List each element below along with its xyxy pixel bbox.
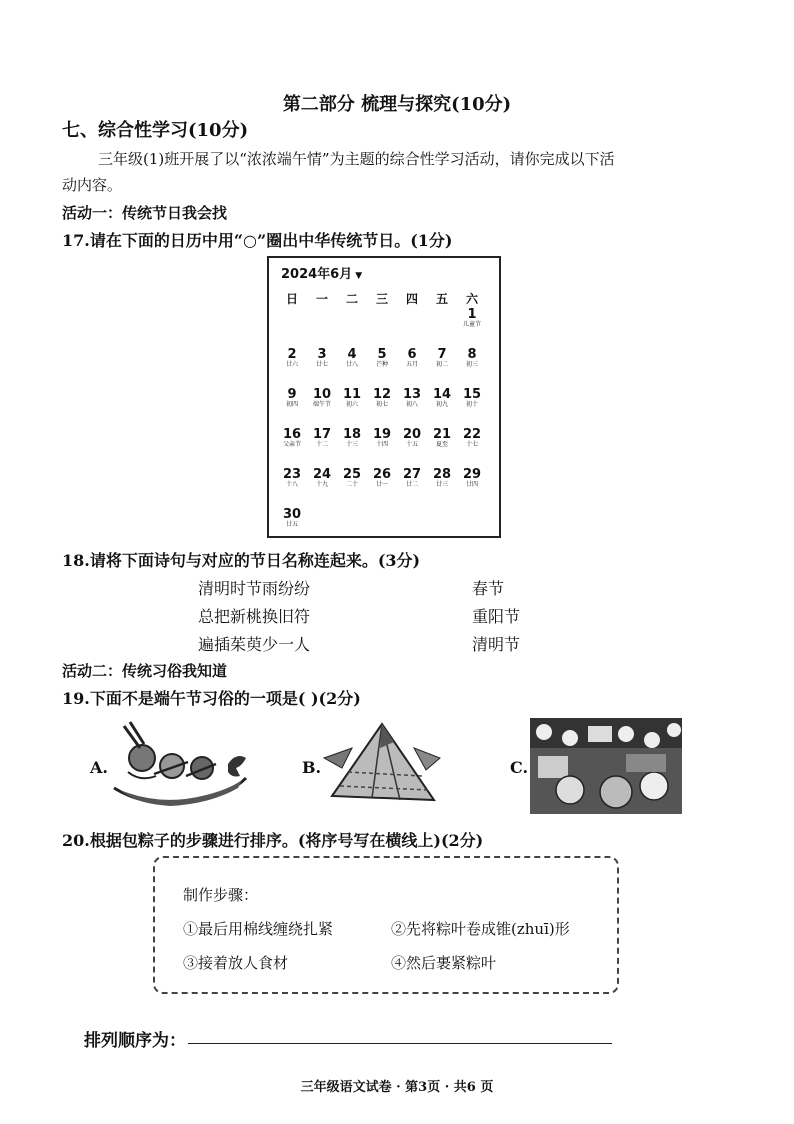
day-number: 14 xyxy=(432,387,452,402)
step-3: ③接着放人食材 xyxy=(183,954,289,972)
calendar-day[interactable] xyxy=(307,388,337,409)
calendar-day[interactable] xyxy=(337,428,367,449)
calendar-day[interactable] xyxy=(367,348,397,369)
day-number: 26 xyxy=(372,467,392,482)
festival-3: 清明节 xyxy=(472,635,521,654)
lunar-label: 初九 xyxy=(435,401,448,408)
weekday-label: 四 xyxy=(405,292,418,306)
question-17: 17.请在下面的日历中用“○”圈出中华传统节日。(1分) xyxy=(62,231,453,250)
calendar-day[interactable] xyxy=(337,468,367,489)
day-number: 6 xyxy=(407,347,417,362)
day-number: 17 xyxy=(312,427,332,442)
day-number: 18 xyxy=(342,427,362,442)
calendar-month: 2024年6月 xyxy=(281,267,353,282)
day-number: 7 xyxy=(437,347,447,362)
calendar-day[interactable] xyxy=(397,468,427,489)
day-number: 11 xyxy=(342,387,362,402)
lunar-label: 二十 xyxy=(345,481,358,488)
day-number: 27 xyxy=(402,467,422,482)
lunar-label: 五月 xyxy=(405,361,418,368)
lunar-label: 十四 xyxy=(375,441,388,448)
calendar-day[interactable] xyxy=(397,388,427,409)
lunar-label: 廿一 xyxy=(375,481,388,488)
day-number: 12 xyxy=(372,387,392,402)
steps-title: 制作步骤： xyxy=(183,886,259,904)
lunar-label: 十九 xyxy=(315,481,328,488)
calendar-day[interactable] xyxy=(277,428,307,449)
calendar[interactable] xyxy=(267,256,501,538)
festival-2: 重阳节 xyxy=(472,607,521,626)
lunar-label: 十五 xyxy=(405,441,418,448)
calendar-day[interactable] xyxy=(457,388,487,409)
lunar-label: 初八 xyxy=(405,401,418,408)
calendar-day[interactable] xyxy=(277,388,307,409)
poem-line-2: 总把新桃换旧符 xyxy=(198,607,311,626)
lunar-label: 初十 xyxy=(465,401,478,408)
lunar-label: 夏至 xyxy=(435,441,448,448)
day-number: 24 xyxy=(312,467,332,482)
weekday-label: 二 xyxy=(345,292,358,306)
lunar-label: 十三 xyxy=(345,441,358,448)
question-20: 20.根据包粽子的步骤进行排序。(将序号写在横线上)(2分) xyxy=(62,831,484,850)
calendar-day[interactable] xyxy=(307,428,337,449)
order-answer-line[interactable] xyxy=(188,1043,612,1044)
festival-1: 春节 xyxy=(472,579,505,598)
lunar-label: 初三 xyxy=(465,361,478,368)
lunar-label: 廿三 xyxy=(435,481,448,488)
day-number: 1 xyxy=(467,307,477,322)
calendar-day[interactable] xyxy=(427,388,457,409)
zongzi-illustration[interactable] xyxy=(322,718,442,814)
calendar-day[interactable] xyxy=(397,428,427,449)
dragon-boat-illustration[interactable] xyxy=(110,718,250,814)
lunar-label: 初六 xyxy=(345,401,358,408)
step-2: ②先将粽叶卷成锥(zhuī)形 xyxy=(391,920,570,938)
weekday-label: 一 xyxy=(315,292,328,306)
activity-two-title: 活动二：传统习俗我知道 xyxy=(62,662,228,680)
intro-line-1: 三年级(1)班开展了以“浓浓端午情”为主题的综合性学习活动，请你完成以下活 xyxy=(98,150,615,168)
calendar-day[interactable] xyxy=(397,348,427,369)
day-number: 15 xyxy=(462,387,482,402)
day-number: 5 xyxy=(377,347,387,362)
calendar-day[interactable] xyxy=(337,348,367,369)
step-1: ①最后用棉线缠绕扎紧 xyxy=(183,920,334,938)
day-number: 23 xyxy=(282,467,302,482)
day-number: 20 xyxy=(402,427,422,442)
lunar-label: 初二 xyxy=(435,361,448,368)
calendar-day[interactable] xyxy=(457,468,487,489)
caret-down-icon[interactable]: ▼ xyxy=(355,271,363,281)
day-number: 21 xyxy=(432,427,452,442)
lunar-label: 廿二 xyxy=(405,481,418,488)
lantern-festival-illustration[interactable] xyxy=(530,718,682,814)
calendar-day[interactable] xyxy=(427,428,457,449)
order-label: 排列顺序为： xyxy=(84,1031,186,1051)
calendar-day[interactable] xyxy=(367,468,397,489)
day-number: 22 xyxy=(462,427,482,442)
calendar-day[interactable] xyxy=(277,508,307,529)
step-4: ④然后裹紧粽叶 xyxy=(391,954,497,972)
lunar-label: 廿八 xyxy=(345,361,358,368)
lunar-label: 廿六 xyxy=(285,361,298,368)
day-number: 28 xyxy=(432,467,452,482)
calendar-day[interactable] xyxy=(367,388,397,409)
question-18: 18.请将下面诗句与对应的节日名称连起来。(3分) xyxy=(62,551,421,570)
lunar-label: 初七 xyxy=(375,401,388,408)
part-title: 第二部分 梳理与探究(10分) xyxy=(282,94,512,115)
option-c-label[interactable]: C. xyxy=(510,758,529,777)
calendar-day[interactable] xyxy=(337,388,367,409)
steps-box xyxy=(153,856,619,994)
calendar-day[interactable] xyxy=(367,428,397,449)
page-footer: 三年级语文试卷 · 第3页 · 共6 页 xyxy=(300,1080,494,1095)
option-b-label[interactable]: B. xyxy=(302,758,322,777)
lunar-label: 十七 xyxy=(465,441,478,448)
poem-line-1: 清明时节雨纷纷 xyxy=(198,579,311,598)
calendar-day[interactable] xyxy=(427,348,457,369)
question-19: 19.下面不是端午节习俗的一项是( )(2分) xyxy=(62,689,361,708)
day-number: 4 xyxy=(347,347,357,362)
weekday-label: 日 xyxy=(285,292,298,306)
lunar-label: 廿四 xyxy=(465,481,478,488)
day-number: 13 xyxy=(402,387,422,402)
weekday-label: 三 xyxy=(375,292,388,306)
calendar-day[interactable] xyxy=(307,468,337,489)
calendar-day[interactable] xyxy=(427,468,457,489)
day-number: 8 xyxy=(467,347,477,362)
day-number: 2 xyxy=(287,347,297,362)
day-number: 10 xyxy=(312,387,332,402)
intro-line-2: 动内容。 xyxy=(62,176,123,194)
lunar-label: 廿七 xyxy=(315,361,328,368)
lunar-label: 儿童节 xyxy=(462,321,481,328)
poem-line-3: 遍插茱萸少一人 xyxy=(198,635,311,654)
calendar-day[interactable] xyxy=(457,348,487,369)
calendar-day[interactable] xyxy=(277,468,307,489)
day-number: 29 xyxy=(462,467,482,482)
section-title: 七、综合性学习(10分) xyxy=(62,120,249,141)
weekday-label: 五 xyxy=(435,292,448,306)
day-number: 19 xyxy=(372,427,392,442)
day-number: 16 xyxy=(282,427,302,442)
calendar-header xyxy=(281,263,362,282)
lunar-label: 廿五 xyxy=(285,521,298,528)
calendar-day[interactable] xyxy=(307,348,337,369)
calendar-day[interactable] xyxy=(457,428,487,449)
activity-one-title: 活动一：传统节日我会找 xyxy=(62,204,228,222)
day-number: 25 xyxy=(342,467,362,482)
lunar-label: 十八 xyxy=(285,481,298,488)
lunar-label: 初四 xyxy=(285,401,298,408)
calendar-day[interactable] xyxy=(457,308,487,329)
option-a-label[interactable]: A. xyxy=(90,758,108,777)
day-number: 9 xyxy=(287,387,297,402)
lunar-label: 端午节 xyxy=(312,401,331,408)
lunar-label: 父亲节 xyxy=(282,441,301,448)
weekday-label: 六 xyxy=(465,292,478,306)
calendar-day[interactable] xyxy=(277,348,307,369)
day-number: 3 xyxy=(317,347,327,362)
lunar-label: 芒种 xyxy=(375,361,388,368)
lunar-label: 十二 xyxy=(315,441,328,448)
day-number: 30 xyxy=(282,507,302,522)
